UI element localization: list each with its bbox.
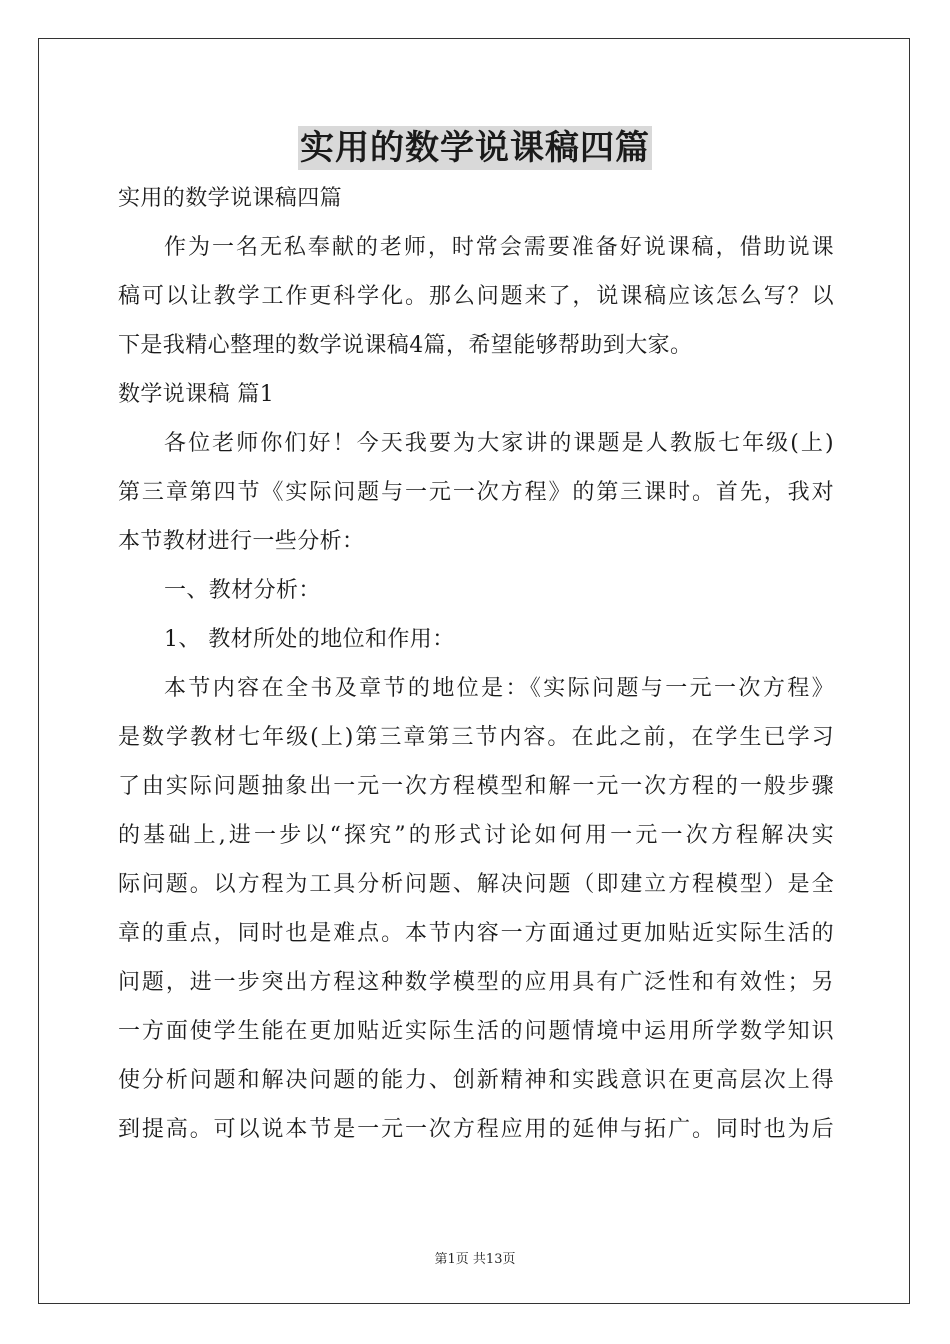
text-line: 数学说课稿 篇1 xyxy=(118,382,275,407)
text-line: 第三章第四节《实际问题与一元一次方程》的第三课时。首先，我对 xyxy=(118,480,834,505)
document-title: 实用的数学说课稿四篇 xyxy=(300,128,650,168)
text-line: 一方面使学生能在更加贴近实际生活的问题情境中运用所学数学知识 xyxy=(118,1019,834,1044)
text-line: 作为一名无私奉献的老师，时常会需要准备好说课稿，借助说课 xyxy=(164,235,834,260)
text-line: 一、教材分析： xyxy=(164,578,321,603)
text-line: 的基础上,进一步以“探究”的形式讨论如何用一元一次方程解决实 xyxy=(118,823,834,848)
text-line: 章的重点，同时也是难点。本节内容一方面通过更加贴近实际生活的 xyxy=(118,921,834,946)
page-footer: 第1页 共13页 xyxy=(434,1252,516,1267)
text-line: 际问题。以方程为工具分析问题、解决问题（即建立方程模型）是全 xyxy=(118,872,834,897)
text-line: 实用的数学说课稿四篇 xyxy=(118,186,343,211)
text-line: 问题，进一步突出方程这种数学模型的应用具有广泛性和有效性；另 xyxy=(118,970,834,995)
text-line: 到提高。可以说本节是一元一次方程应用的延伸与拓广。同时也为后 xyxy=(118,1117,834,1142)
text-line: 了由实际问题抽象出一元一次方程模型和解一元一次方程的一般步骤 xyxy=(118,774,834,799)
text-line: 是数学教材七年级(上)第三章第三节内容。在此之前，在学生已学习 xyxy=(118,725,834,750)
document-body xyxy=(118,174,834,1154)
text-line: 各位老师你们好！今天我要为大家讲的课题是人教版七年级(上) xyxy=(164,431,834,456)
text-line: 使分析问题和解决问题的能力、创新精神和实践意识在更高层次上得 xyxy=(118,1068,834,1093)
text-line: 稿可以让教学工作更科学化。那么问题来了，说课稿应该怎么写？以 xyxy=(118,284,834,309)
text-line: 本节教材进行一些分析： xyxy=(118,529,365,554)
text-line: 1、 教材所处的地位和作用： xyxy=(164,627,455,652)
text-line: 本节内容在全书及章节的地位是：《实际问题与一元一次方程》 xyxy=(164,676,834,701)
text-line: 下是我精心整理的数学说课稿4篇，希望能够帮助到大家。 xyxy=(118,333,693,358)
title-container xyxy=(0,126,950,170)
